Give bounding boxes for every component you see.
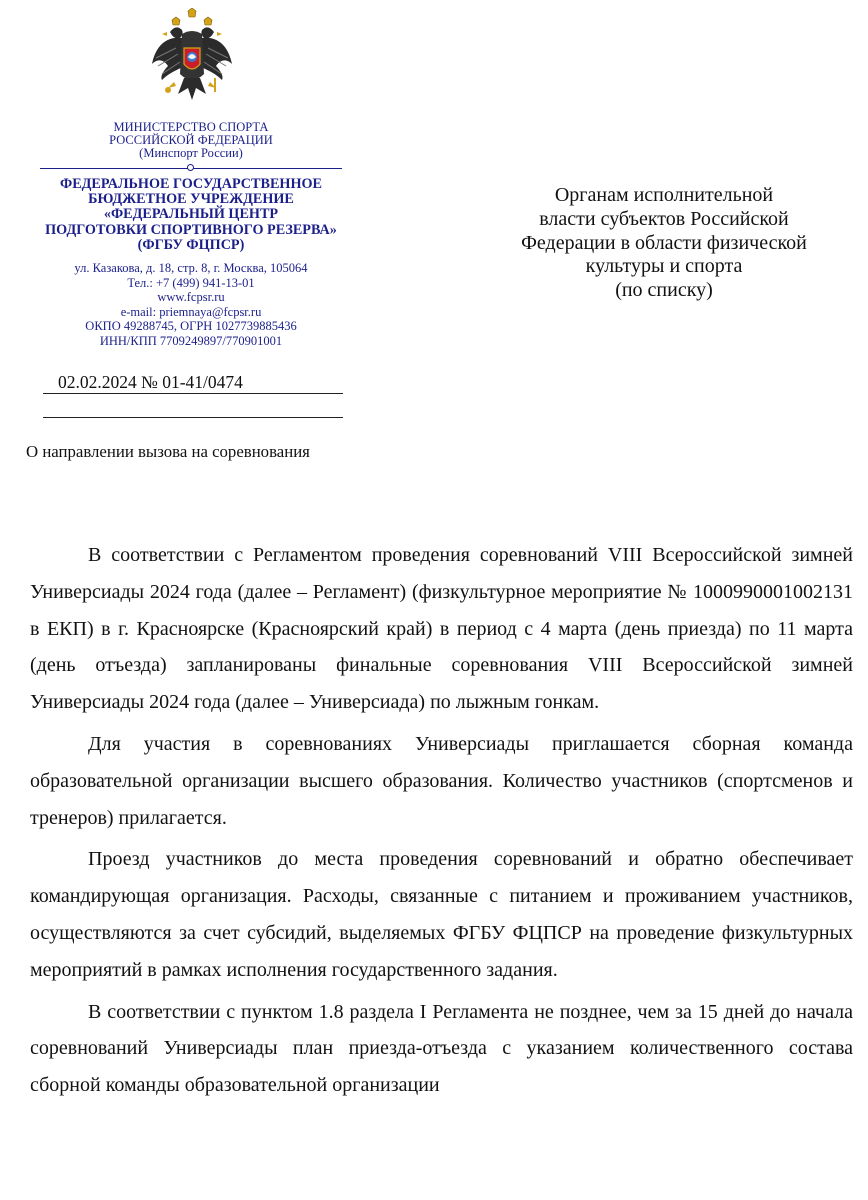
coat-of-arms-emblem	[148, 8, 236, 104]
agency-name: ФЕДЕРАЛЬНОЕ ГОСУДАРСТВЕННОЕ БЮДЖЕТНОЕ УЧРЕЖДЕНИЕ «ФЕДЕРАЛЬНЫЙ ЦЕНТР ПОДГОТОВКИ СПОРТИВНОГО РЕЗЕРВА» (ФГБУ ФЦПСР)	[45, 176, 337, 253]
letterhead-divider	[40, 162, 342, 174]
reference-line	[43, 417, 343, 418]
date-number-line	[43, 371, 343, 394]
ministry-name: МИНИСТЕРСТВО СПОРТА РОССИЙСКОЙ ФЕДЕРАЦИИ (Минспорт России)	[109, 120, 273, 160]
body-paragraph: Для участия в соревнованиях Универсиады приглашается сборная команда образовательной организации высшего образования. Количество участников (спортсменов и тренеров) прилагается.	[30, 732, 853, 829]
date-number: 02.02.2024 № 01-41/0474	[58, 372, 243, 392]
email-link[interactable]: e-mail: priemnaya@fcpsr.ru	[120, 304, 262, 319]
addressee: Органам исполнительной власти субъектов Российской Федерации в области физической культуры и спорта (по списку)	[521, 184, 807, 302]
letterhead	[22, 121, 360, 349]
letter-body	[30, 537, 853, 1109]
agency-contacts	[22, 261, 360, 349]
inn-kpp: ИНН/КПП 7709249897/770901001	[99, 333, 283, 348]
okpo-ogrn: ОКПО 49288745, ОГРН 1027739885436	[85, 319, 297, 334]
website-link[interactable]: www.fcpsr.ru	[157, 290, 225, 305]
body-paragraph: Проезд участников до места проведения соревнований и обратно обеспечивает командирующая организация. Расходы, связанные с питанием и проживанием участников, осуществляются за счет субсидий, выделяемых ФГБУ ФЦПСР на проведение физкультурных мероприятий в рамках исполнения государственного задания.	[30, 848, 853, 981]
body-paragraph: В соответствии с пунктом 1.8 раздела I Регламента не позднее, чем за 15 дней до начала соревнований Универсиады план приезда-отъезда с указанием количественного состава сборной команды образовательной организации	[30, 1000, 853, 1097]
body-paragraph: В соответствии с Регламентом проведения соревнований VIII Всероссийской зимней Универсиады 2024 года (далее – Регламент) (физкультурное мероприятие № 1000990001002131 в ЕКП) в г. Красноярске (Красноярский край) в период с 4 марта (день приезда) по 11 марта (день отъезда) запланированы финальные соревнования VIII Всероссийской зимней Универсиады 2024 года (далее – Универсиада) по лыжным гонкам.	[30, 544, 853, 714]
phone: Тел.: +7 (499) 941-13-01	[127, 275, 255, 290]
address: ул. Казакова, д. 18, стр. 8, г. Москва, 105064	[74, 261, 308, 276]
letter-subject: О направлении вызова на соревнования	[26, 442, 310, 461]
